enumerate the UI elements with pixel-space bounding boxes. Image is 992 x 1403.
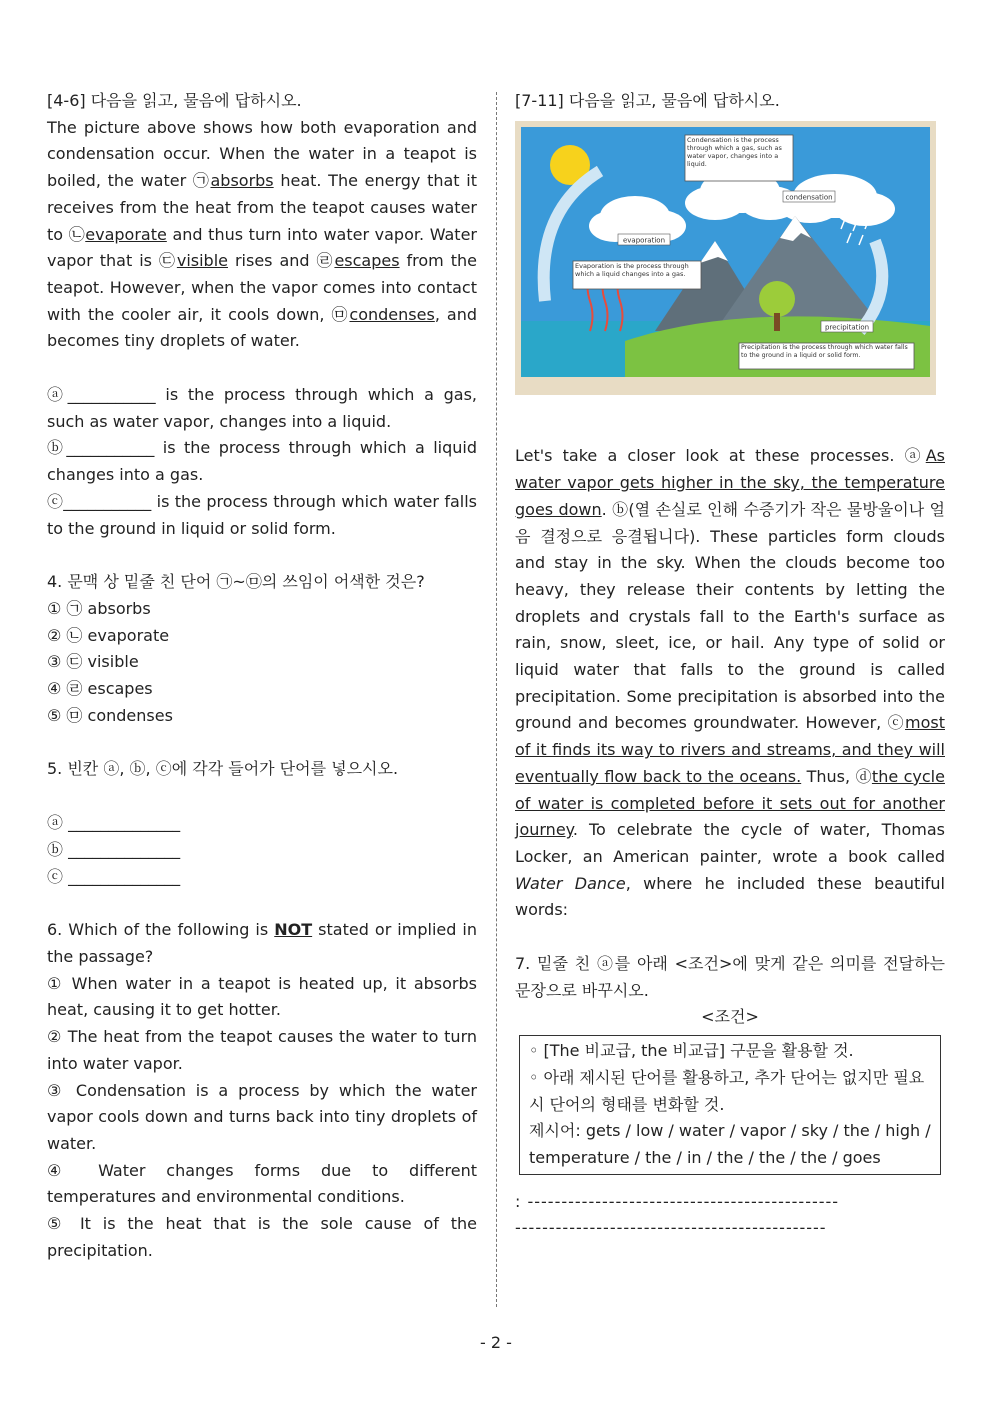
- q4-option-1[interactable]: ① ㉠ absorbs: [47, 598, 151, 618]
- q6-option-2[interactable]: ② The heat from the teapot causes the water to turn into water vapor.: [47, 1027, 477, 1073]
- q6-stem-text: 6. Which of the following is: [47, 920, 275, 940]
- marker-a: ⓐ: [904, 446, 926, 466]
- condition-words: 제시어: gets / low / water / vapor / sky / the / high / temperature / the / in / the / the / the / goes: [529, 1121, 931, 1167]
- condensation-label: condensation: [785, 193, 833, 202]
- passage-text: , where he included these beautiful words:: [515, 873, 945, 920]
- underlined-visible: visible: [176, 251, 228, 271]
- tree-icon: [759, 281, 795, 317]
- q6-option-1[interactable]: ① When water in a teapot is heated up, it absorbs heat, causing it to get hotter.: [47, 973, 477, 1020]
- underlined-absorbs: absorbs: [210, 171, 274, 191]
- marker-2: ㉡: [68, 224, 86, 244]
- q4-option-2[interactable]: ② ㉡ evaporate: [47, 625, 170, 645]
- q5-blank-a[interactable]: ⓐ ______________: [47, 813, 181, 833]
- condition-box: [519, 1035, 941, 1175]
- precipitation-text: Precipitation is the process through which water falls to the ground in a liquid or solid form.: [741, 343, 908, 359]
- marker-4: ㉣: [316, 251, 335, 271]
- underlined-sentence-d: the cycle of water is completed before it sets out for another journey: [515, 766, 945, 840]
- question-7-stem: 7. 밑줄 친 ⓐ를 아래 <조건>에 맞게 같은 의미를 전달하는 문장으로 바꾸시오.: [515, 954, 945, 1000]
- marker-c: ⓒ: [887, 713, 906, 733]
- definition-a: ⓐ___________ is the process through which a gas, such as water vapor, changes into a liquid.: [47, 385, 477, 431]
- water-cycle-illustration: [515, 121, 936, 395]
- book-title: Water Dance: [515, 873, 626, 893]
- q6-option-4[interactable]: ④ Water changes forms due to different temperatures and environmental conditions.: [47, 1160, 477, 1207]
- underlined-sentence-a: As water vapor gets higher in the sky, the temperature goes down: [515, 446, 945, 519]
- question-5-stem: 5. 빈칸 ⓐ, ⓑ, ⓒ에 각각 들어가 단어를 넣으시오.: [47, 759, 399, 779]
- section-header-4-6: [4-6] 다음을 읽고, 물음에 답하시오.: [47, 91, 302, 110]
- page-number: - 2 -: [480, 1333, 512, 1352]
- q4-option-3[interactable]: ③ ㉢ visible: [47, 652, 139, 672]
- passage-text: Thus,: [801, 766, 856, 786]
- passage-text: from the teapot. However, when the vapor comes into contact with the cooler air, it cools down,: [47, 251, 477, 324]
- underlined-escapes: escapes: [334, 251, 400, 271]
- passage-text: . ⓑ(열 손실로 인해 수증기가 작은 물방울이나 얼음 결정으로 응결됩니다). These particles form clouds and stay in the sky. When the clouds become too heavy, they release their contents by letting the droplets and crystals fall to the Earth's surface as rain, snow, sleet, ice, or hail. Any type of solid or liquid water that falls to the ground is called precipitation. Some precipitation is absorbed into the ground and becomes groundwater. However,: [515, 499, 946, 733]
- q4-option-5[interactable]: ⑤ ㉤ condenses: [47, 705, 173, 725]
- underlined-condenses: condenses: [349, 304, 435, 324]
- definition-c: ⓒ___________ is the process through which water falls to the ground in liquid or solid form.: [47, 491, 477, 538]
- condensation-text-box: [687, 136, 791, 180]
- condition-1: ◦ [The 비교급, the 비교급] 구문을 활용할 것.: [529, 1041, 854, 1061]
- passage-text: and thus turn into water vapor. Water vapor that is: [47, 224, 477, 271]
- q6-stem-text: stated or implied in the passage?: [47, 920, 478, 966]
- section-header-7-11: [7-11] 다음을 읽고, 물음에 답하시오.: [515, 91, 780, 110]
- passage-text: The picture above shows how both evaporation and condensation occur. When the water in a teapot is boiled, the water: [47, 117, 477, 191]
- condition-title: <조건>: [701, 1007, 759, 1027]
- passage-text: rises and: [228, 251, 317, 271]
- q6-option-5[interactable]: ⑤ It is the heat that is the sole cause of the precipitation.: [47, 1214, 477, 1260]
- q5-blank-b[interactable]: ⓑ ______________: [47, 839, 181, 859]
- marker-3: ㉢: [158, 251, 177, 271]
- q5-blank-c[interactable]: ⓒ ______________: [47, 866, 181, 886]
- marker-1: ㉠: [192, 171, 211, 191]
- marker-d: ⓓ: [855, 766, 872, 786]
- marker-5: ㉤: [331, 304, 350, 324]
- definition-b: ⓑ___________ is the process through which a liquid changes into a gas.: [47, 438, 477, 485]
- condensation-text: Condensation is the process through which a gas, such as water vapor, changes into a liquid.: [687, 135, 782, 168]
- passage-text: , and becomes tiny droplets of water.: [47, 304, 477, 351]
- question-6-stem: [47, 917, 477, 970]
- column-divider: [496, 92, 497, 1307]
- answer-line-1[interactable]: : ----------------------------------------------: [515, 1191, 840, 1211]
- passage-text: heat. The energy that it receives from the heat from the teapot causes water to: [47, 171, 477, 244]
- evaporation-text: Evaporation is the process through which a liquid changes into a gas.: [575, 261, 689, 278]
- passage-text: Let's take a closer look at these processes.: [515, 446, 905, 466]
- evaporation-text-box: [575, 262, 699, 288]
- underlined-sentence-c: most of it finds its way to rivers and streams, and they will eventually flow back to the oceans.: [515, 713, 945, 786]
- precipitation-text-box: [741, 344, 912, 368]
- passage-text: . To celebrate the cycle of water, Thomas Locker, an American painter, wrote a book called: [515, 820, 945, 866]
- precipitation-label: precipitation: [824, 323, 870, 332]
- evaporation-label: evaporation: [622, 236, 666, 245]
- question-4-stem: 4. 문맥 상 밑줄 친 단어 ㉠~㉤의 쓰임이 어색한 것은?: [47, 572, 425, 592]
- left-column: [47, 88, 477, 1264]
- passage-4-6: [47, 115, 477, 355]
- answer-line-2[interactable]: ----------------------------------------------: [515, 1218, 827, 1238]
- right-column: [515, 88, 945, 1242]
- passage-7-11: [515, 443, 945, 924]
- q6-not: NOT: [274, 920, 313, 940]
- q6-option-3[interactable]: ③ Condensation is a process by which the water vapor cools down and turns back into tiny droplets of water.: [47, 1080, 477, 1153]
- condition-2: ◦ 아래 제시된 단어를 활용하고, 추가 단어는 없지만 필요시 단어의 형태를 변화할 것.: [529, 1067, 925, 1114]
- tree-trunk: [774, 313, 780, 331]
- underlined-evaporate: evaporate: [85, 224, 167, 244]
- q4-option-4[interactable]: ④ ㉣ escapes: [47, 679, 153, 699]
